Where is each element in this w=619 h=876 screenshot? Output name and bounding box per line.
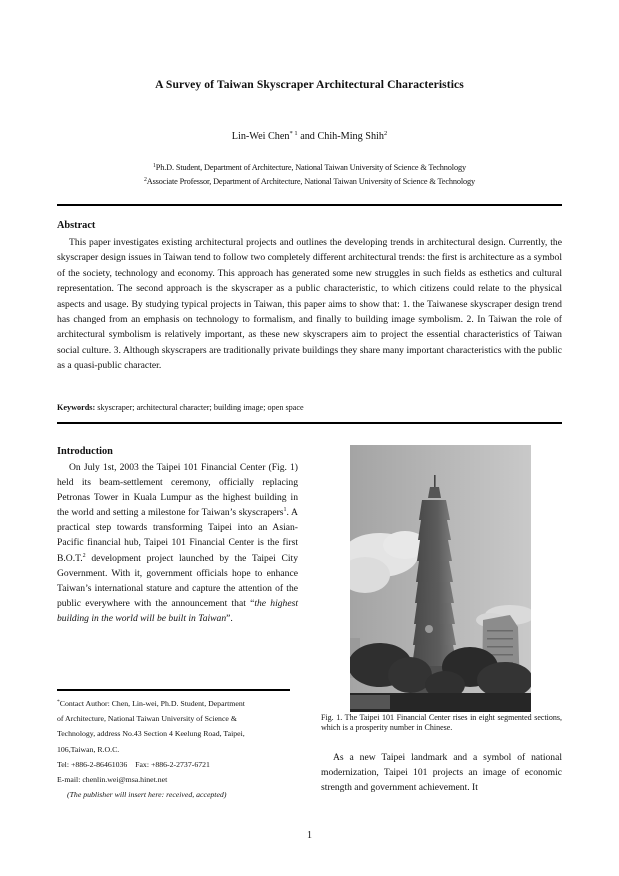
- right-column-body: As a new Taipei landmark and a symbol of national modernization, Taipei 101 projects an image of economic strength and government achievement. It: [321, 752, 562, 794]
- top-rule: [57, 204, 562, 206]
- footnote-ref-1: 1: [283, 507, 287, 514]
- figure-caption: Fig. 1. The Taipei 101 Financial Center rises in eight segmented sections, which is a prosperity number in Chinese.: [321, 713, 562, 732]
- affiliation-1-mark: 1: [153, 163, 156, 169]
- contact-footnote: [57, 696, 297, 802]
- footnote-rule: [57, 689, 290, 691]
- publisher-note: (The publisher will insert here: received, accepted): [67, 790, 227, 800]
- footnote-line-4: 106,Taiwan, R.O.C.: [57, 744, 120, 754]
- page-number: 1: [307, 830, 312, 841]
- tower-photo-illustration: [350, 445, 531, 712]
- intro-text-4: ”.: [226, 612, 233, 624]
- introduction-body: [57, 460, 298, 626]
- footnote-text: Contact Author: Chen, Lin-wei, Ph.D. Student, Department: [59, 699, 245, 708]
- paper-title: A Survey of Taiwan Skyscraper Architectural Characteristics: [155, 78, 464, 91]
- author-1-marks: * 1: [289, 130, 298, 137]
- figure-taipei-101-photo: [350, 445, 531, 712]
- affiliation-1: [0, 163, 619, 172]
- footnote-email: E-mail: chenlin.wei@msa.hinet.net: [57, 775, 168, 785]
- affiliation-2-mark: 2: [143, 177, 147, 183]
- author-connector: and: [297, 131, 318, 142]
- keywords-text: skyscraper; architectural character; building image; open space: [95, 403, 304, 412]
- author-line: [0, 130, 619, 142]
- introduction-heading: Introduction: [57, 446, 113, 457]
- footnote-ref-2: 2: [82, 552, 86, 559]
- footnote-phone-fax: Tel: +886-2-86461036 Fax: +886-2-2737-6721: [57, 759, 210, 769]
- affiliation-2: [0, 177, 619, 186]
- intro-quote: the highest building in the world will be built in Taiwan: [57, 597, 298, 624]
- abstract-heading: Abstract: [57, 220, 96, 231]
- author-1: Lin-Wei Chen: [231, 131, 290, 142]
- intro-text-1: On July 1st, 2003 the Taipei 101 Financial Center (Fig. 1) held its beam-settlement ceremony, officially replacing Petronas Tower in Kuala Lumpur as the highest building in the world and setting a milestone for Taiwan’s skyscrapers: [57, 462, 298, 519]
- intro-text-2: . A practical step towards transforming Taipei into an Asian-Pacific financial hub, Taipei 101 Financial Center is the first B.O.T.: [57, 507, 298, 564]
- affiliation-2-text: Associate Professor, Department of Architecture, National Taiwan University of Science & Technology: [146, 177, 475, 186]
- affiliation-1-text: Ph.D. Student, Department of Architecture, National Taiwan University of Science & Technology: [155, 163, 466, 172]
- author-2-marks: 2: [383, 130, 388, 137]
- footnote-line-2: of Architecture, National Taiwan University of Science &: [57, 714, 237, 724]
- abstract-body: This paper investigates existing architectural projects and outlines the developing trends in architectural design. Currently, the skyscraper design issues in Taiwan tend to follow two completely different architectural trends: the first is architecture as a symbol of the society, technology and economy. This approach has generated some new struggles in such fields as esthetics and cultural representation. The second approach is the skyscraper as a public characteristic, to which citizens could relate to the physical aspects and usage. By studying typical projects in Taiwan, this paper aims to show that: 1. the Taiwanese skyscraper design trend has changed from an emphasis on technology to formalism, and finally to building image symbolism. 2. In Taiwan the role of architectural symbolism is relatively important, as these new skyscrapers aim to project the essential characteristics of Taiwan social culture. 3. Although skyscrapers are traditionally private buildings they share many important characteristics with the public as a quasi-public character.: [57, 237, 562, 372]
- keywords-label: Keywords:: [57, 403, 96, 412]
- footnote-mark: *: [57, 699, 60, 705]
- intro-text-3: development project launched by the Taipei City Government. With it, government officials hope to enhance Taiwan’s international stature and capture the attention of the public everywhere with the announcement that “: [57, 552, 298, 609]
- abstract-bottom-rule: [57, 422, 562, 424]
- footnote-line-3: Technology, address No.43 Section 4 Keelung Road, Taipei,: [57, 729, 245, 739]
- keywords: [57, 403, 304, 412]
- footnote-line-1: [57, 696, 297, 711]
- author-2: Chih-Ming Shih: [317, 131, 384, 142]
